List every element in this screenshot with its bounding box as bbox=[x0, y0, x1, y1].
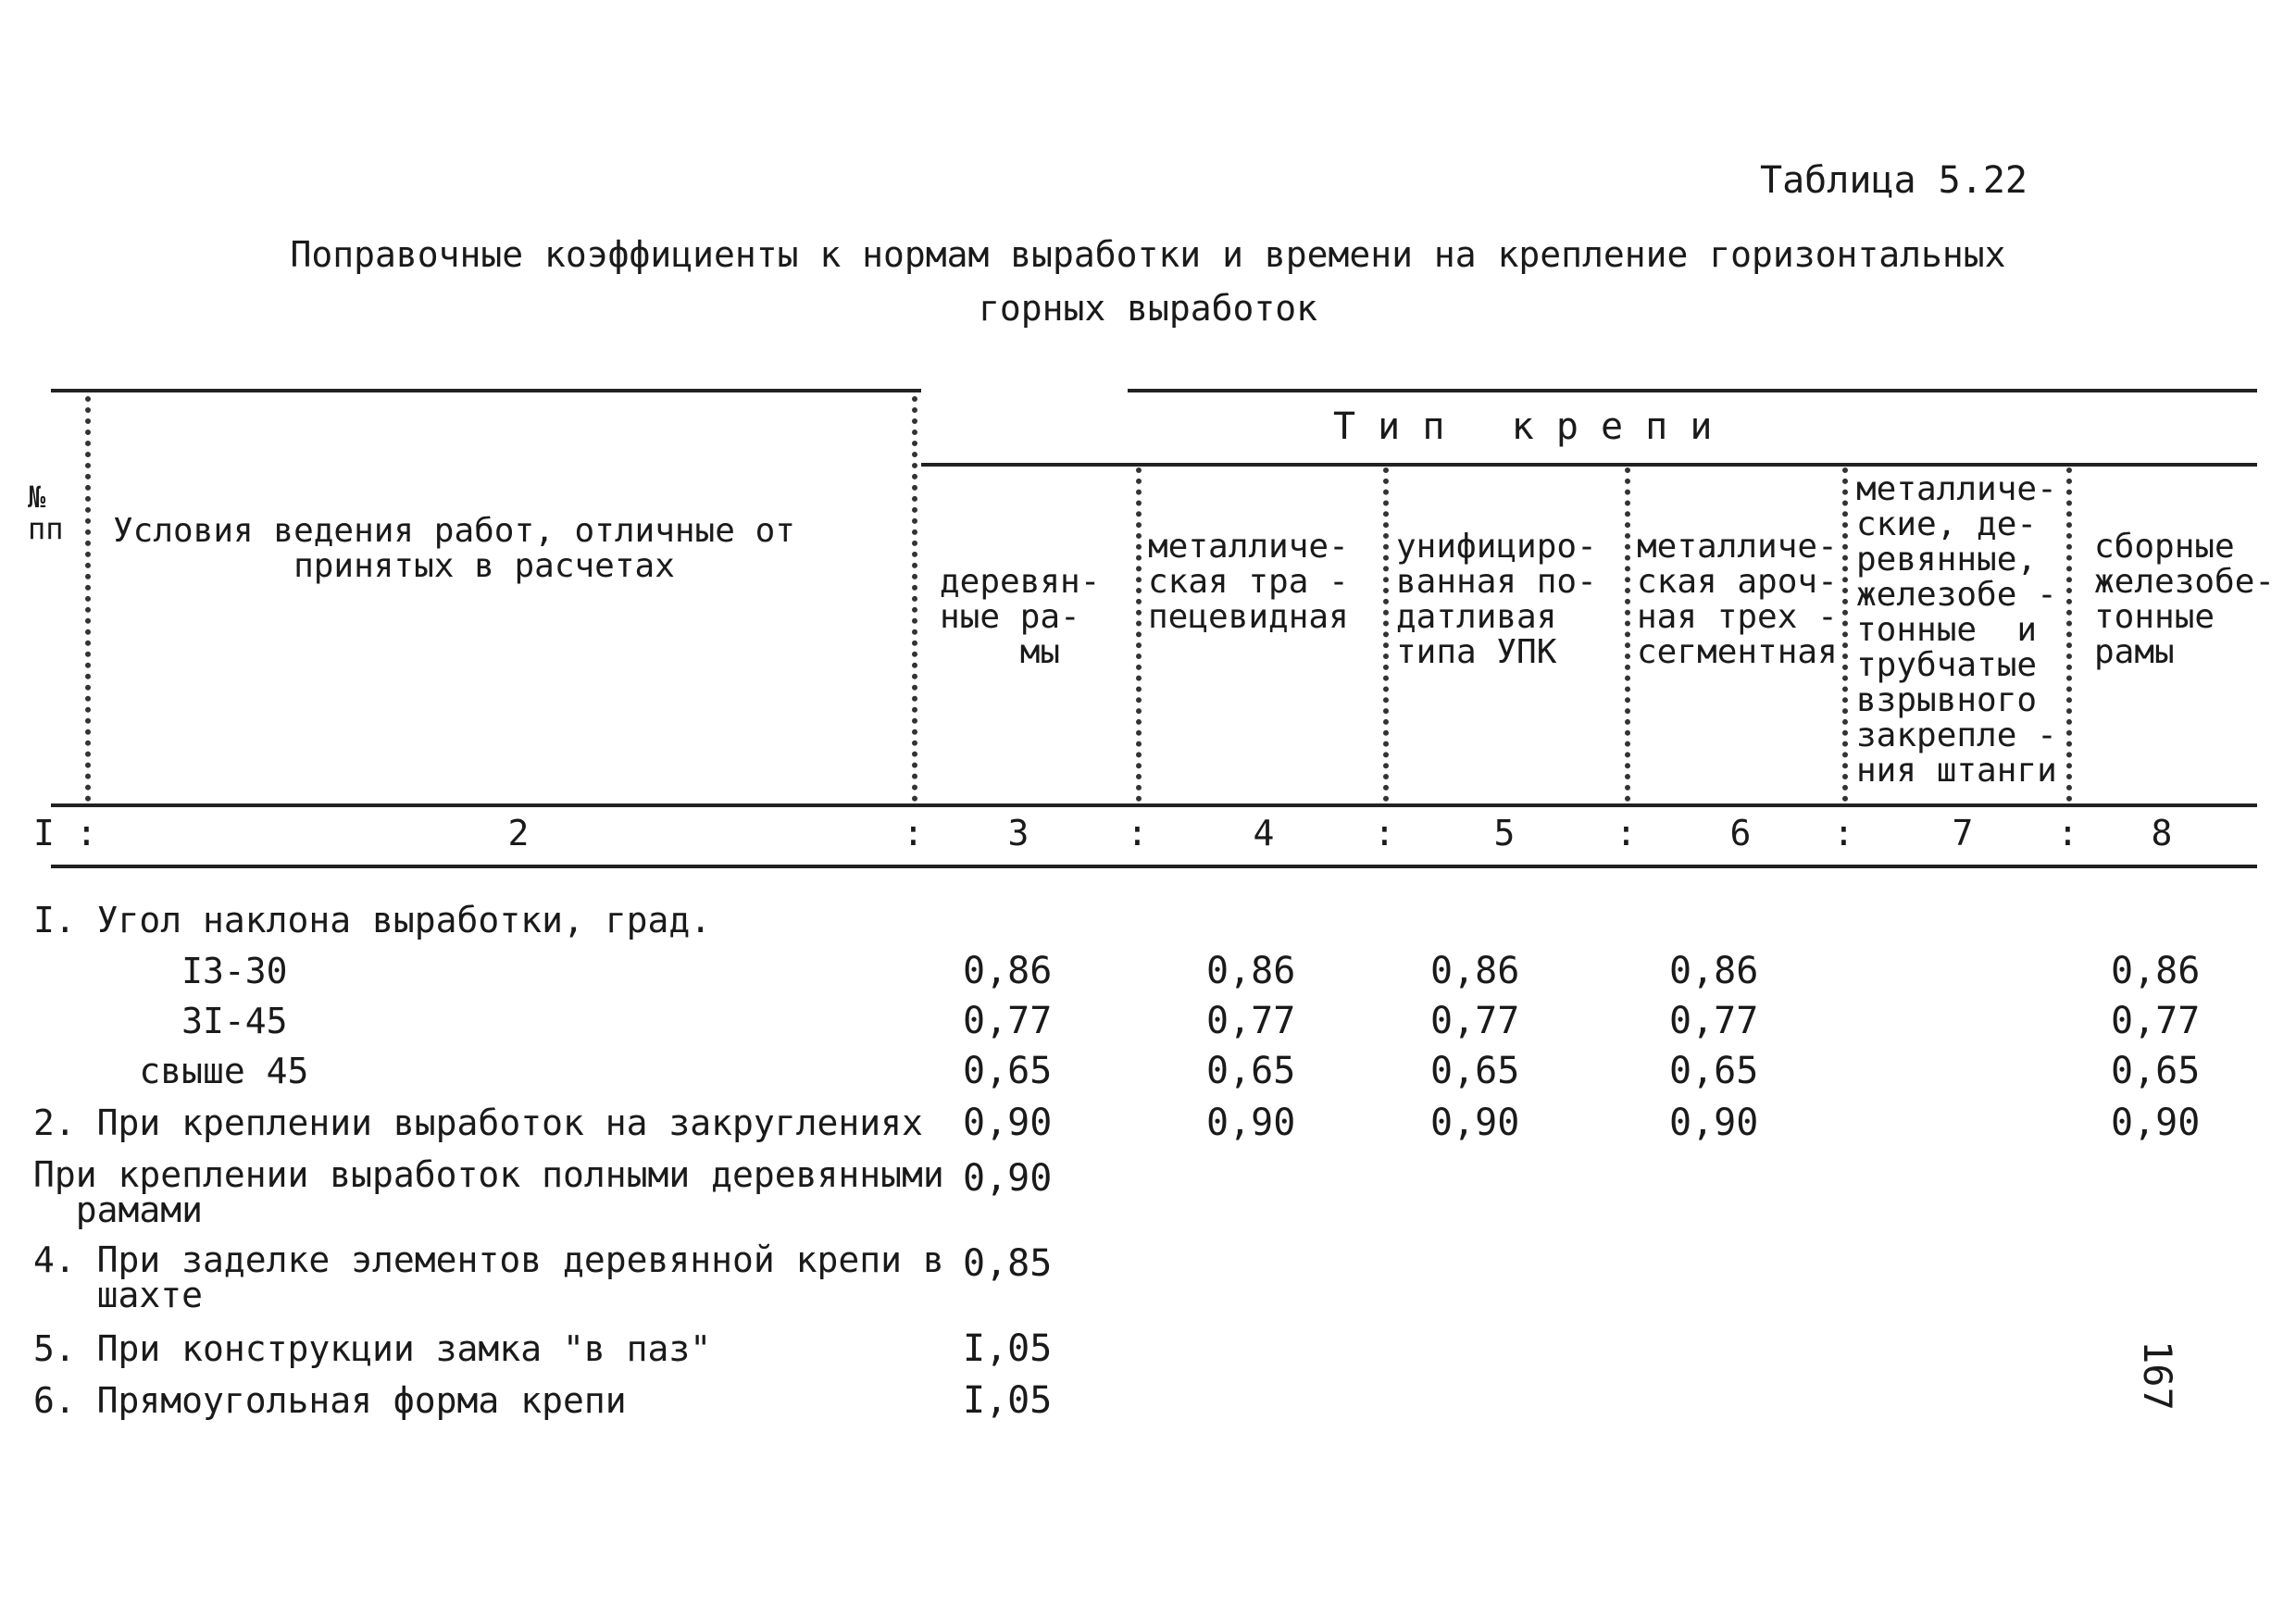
colnum-3: 3 bbox=[1007, 813, 1029, 853]
cell-value: 0,65 bbox=[1206, 1050, 1296, 1092]
cell-value: 0,86 bbox=[2111, 950, 2201, 992]
row-label: I3-30 bbox=[33, 951, 288, 991]
cell-value: 0,90 bbox=[1669, 1102, 1759, 1144]
colnum-colon: : bbox=[903, 813, 924, 853]
colnum-colon: : bbox=[2057, 813, 2078, 853]
colnum-8: 8 bbox=[2151, 813, 2173, 853]
cell-value: 0,77 bbox=[963, 1000, 1053, 1042]
separator-5 bbox=[1625, 467, 1630, 802]
colnum-5: 5 bbox=[1493, 813, 1516, 853]
cell-value: 0,86 bbox=[1206, 950, 1296, 992]
header-num: № пп bbox=[28, 479, 64, 546]
row-label: 6. Прямоугольная форма крепи bbox=[33, 1380, 627, 1421]
cell-value: 0,86 bbox=[1430, 950, 1520, 992]
cell-value: 0,77 bbox=[1206, 1000, 1296, 1042]
cell-value: 0,85 bbox=[963, 1242, 1053, 1285]
row-label: 3I-45 bbox=[33, 1001, 288, 1041]
header-col-4: металличе- ская тра - пецевидная bbox=[1148, 528, 1349, 636]
row-label: При креплении выработок полными деревянными рамами bbox=[33, 1154, 944, 1230]
header-group-type: Т и п к р е п и bbox=[1333, 405, 1713, 448]
separator-7 bbox=[2066, 467, 2072, 802]
table-caption: Таблица 5.22 bbox=[1760, 159, 2028, 202]
cell-value: 0,90 bbox=[963, 1102, 1053, 1144]
header-col-8: сборные железобе- тонные рамы bbox=[2094, 528, 2276, 671]
separator-1 bbox=[85, 396, 91, 802]
cell-value: 0,65 bbox=[1669, 1050, 1759, 1092]
title-line-1: Поправочные коэффициенты к нормам выработки и времени на крепление горизонтальных bbox=[290, 234, 2006, 275]
separator-4 bbox=[1383, 467, 1389, 802]
page-number: 167 bbox=[2135, 1340, 2180, 1411]
colnum-1: I bbox=[33, 813, 55, 853]
cell-value: 0,90 bbox=[2111, 1102, 2201, 1144]
colnum-2: 2 bbox=[507, 813, 530, 853]
colnum-colon: : bbox=[1616, 813, 1637, 853]
row-label: 5. При конструкции замка "в паз" bbox=[33, 1328, 712, 1369]
colnum-bottom-rule bbox=[51, 865, 2257, 868]
cell-value: 0,77 bbox=[1669, 1000, 1759, 1042]
colnum-colon: : bbox=[1833, 813, 1854, 853]
header-col-7: металличе- ские, де- ревянные, железобе - тонные и трубчатые взрывного закрепле - ния штанги bbox=[1856, 470, 2057, 790]
group-header-rule bbox=[921, 463, 2257, 467]
cell-value: I,05 bbox=[963, 1327, 1053, 1370]
header-col-5: унифициро- ванная по- датливая типа УПК bbox=[1396, 528, 1597, 671]
cell-value: 0,90 bbox=[963, 1157, 1053, 1200]
row-label: 2. При креплении выработок на закруглениях bbox=[33, 1102, 923, 1143]
colnum-colon: : bbox=[1374, 813, 1395, 853]
colnum-7: 7 bbox=[1952, 813, 1974, 853]
cell-value: 0,65 bbox=[963, 1050, 1053, 1092]
separator-6 bbox=[1842, 467, 1848, 802]
table-top-rule-left bbox=[51, 389, 921, 392]
cell-value: 0,90 bbox=[1430, 1102, 1520, 1144]
cell-value: 0,65 bbox=[2111, 1050, 2201, 1092]
colnum-colon: : bbox=[1127, 813, 1148, 853]
header-conditions: Условия ведения работ, отличные от принятых в расчетах bbox=[113, 512, 795, 585]
header-col-6: металличе- ская арoч- ная трех - сегментная bbox=[1637, 528, 1838, 671]
colnum-6: 6 bbox=[1729, 813, 1752, 853]
cell-value: 0,77 bbox=[2111, 1000, 2201, 1042]
cell-value: 0,86 bbox=[1669, 950, 1759, 992]
colnum-4: 4 bbox=[1253, 813, 1275, 853]
header-bottom-rule bbox=[51, 803, 2257, 807]
row-label: I. Угол наклона выработки, град. bbox=[33, 900, 712, 940]
header-col-3: деревян- ные ра- мы bbox=[940, 563, 1101, 671]
row-label: 4. При заделке элементов деревянной крепи в шахте bbox=[33, 1239, 944, 1315]
page-title bbox=[0, 228, 2296, 335]
separator-2 bbox=[912, 396, 917, 802]
row-label: свыше 45 bbox=[33, 1051, 309, 1091]
cell-value: 0,90 bbox=[1206, 1102, 1296, 1144]
table-top-rule-right bbox=[1128, 389, 2257, 392]
cell-value: 0,65 bbox=[1430, 1050, 1520, 1092]
cell-value: 0,77 bbox=[1430, 1000, 1520, 1042]
separator-3 bbox=[1136, 467, 1142, 802]
cell-value: I,05 bbox=[963, 1379, 1053, 1422]
cell-value: 0,86 bbox=[963, 950, 1053, 992]
title-line-2: горных выработок bbox=[978, 288, 1318, 329]
colnum-colon: : bbox=[76, 813, 97, 853]
